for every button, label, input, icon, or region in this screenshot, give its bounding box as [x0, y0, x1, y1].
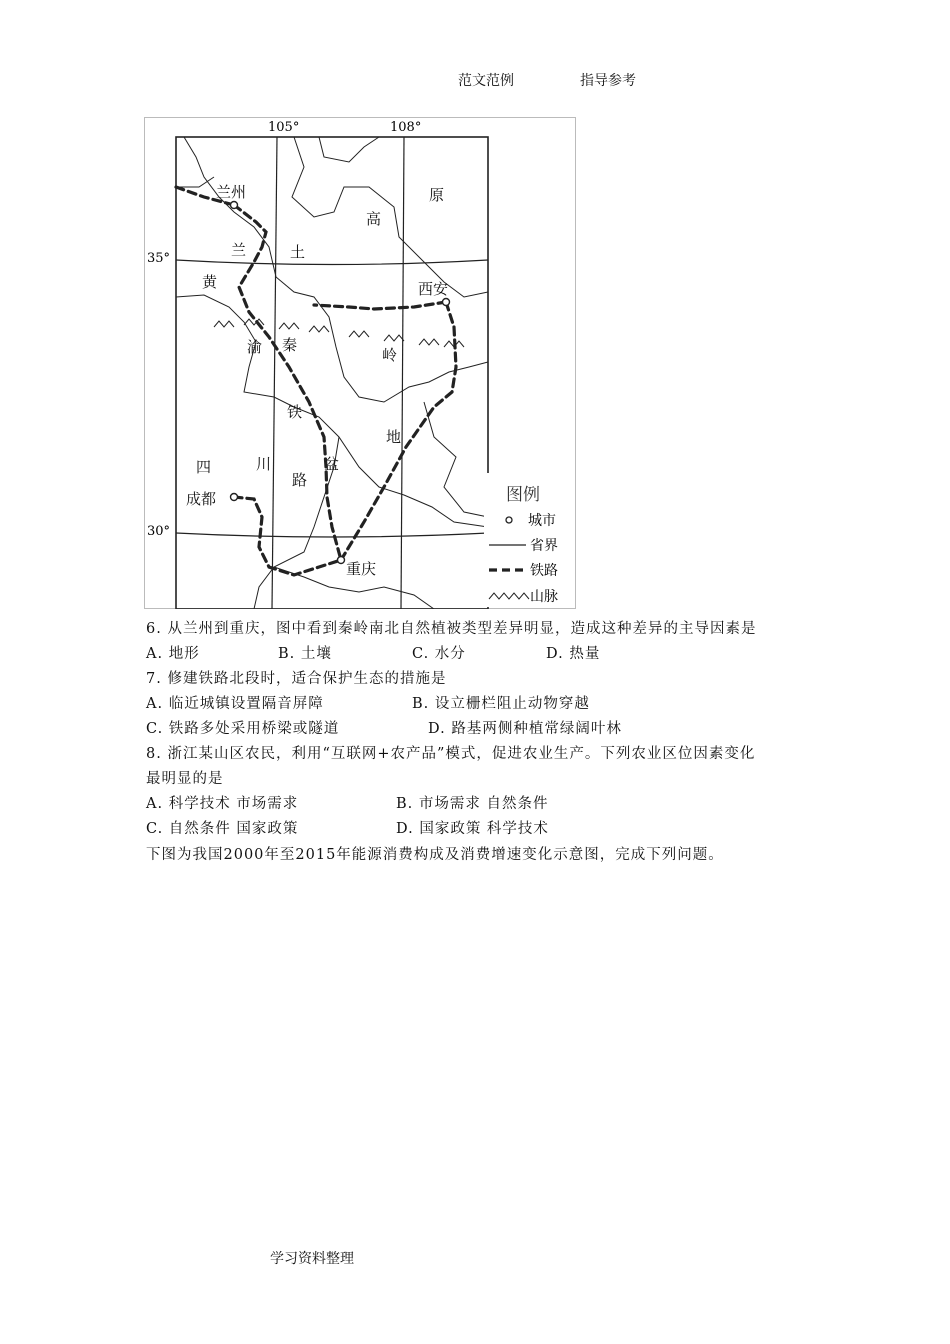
q8-option-d: D. 国家政策 科学技术	[396, 821, 549, 837]
header-right: 指导参考	[580, 73, 636, 89]
region-char-di: 地	[386, 428, 402, 446]
q7-option-d: D. 路基两侧种植常绿阔叶林	[428, 721, 622, 737]
city-marker-lanzhou	[231, 202, 238, 209]
header-left: 范文范例	[458, 73, 514, 89]
q8-option-b: B. 市场需求 自然条件	[396, 796, 549, 812]
city-label-chongqing: 重庆	[346, 560, 377, 578]
lat-label-30: 30°	[147, 524, 171, 539]
city-marker-xian	[443, 299, 450, 306]
q7-stem: 7. 修建铁路北段时，适合保护生态的措施是	[146, 671, 447, 687]
q6-option-c: C. 水分	[412, 646, 466, 662]
q6-option-d: D. 热量	[546, 646, 601, 662]
region-char-chuan: 川	[256, 455, 272, 473]
legend-railway: 铁路	[530, 563, 558, 579]
city-label-chengdu: 成都	[186, 490, 217, 508]
q8-stem-line2: 最明显的是	[146, 771, 224, 787]
legend-city-symbol	[506, 517, 512, 523]
legend-title: 图例	[506, 485, 540, 505]
region-char-lan: 兰	[231, 241, 247, 259]
region-char-tie: 铁	[287, 403, 303, 421]
region-char-yu: 渝	[247, 338, 263, 356]
region-char-huang: 黄	[202, 273, 218, 291]
railway-map	[144, 117, 576, 609]
footer-text: 学习资料整理	[270, 1251, 354, 1267]
legend-city: 城市	[528, 513, 556, 529]
city-marker-chongqing	[338, 557, 345, 564]
region-char-si: 四	[196, 458, 212, 476]
q8-option-a: A. 科学技术 市场需求	[146, 796, 299, 812]
lon-label-105: 105°	[268, 120, 300, 135]
q8-option-c: C. 自然条件 国家政策	[146, 821, 299, 837]
section-intro: 下图为我国2000年至2015年能源消费构成及消费增速变化示意图，完成下列问题。	[146, 847, 724, 863]
region-char-gao: 高	[366, 210, 382, 228]
q6-option-b: B. 土壤	[278, 646, 332, 662]
q7-option-a: A. 临近城镇设置隔音屏障	[146, 696, 324, 712]
region-char-pen: 盆	[324, 455, 340, 473]
region-char-tu: 土	[290, 243, 306, 261]
legend-mountain: 山脉	[530, 589, 558, 605]
lat-label-35: 35°	[147, 251, 171, 266]
map-legend	[484, 473, 574, 607]
lon-label-108: 108°	[390, 120, 422, 135]
region-char-qin: 秦	[282, 336, 298, 354]
city-marker-chengdu	[231, 494, 238, 501]
city-label-lanzhou: 兰州	[216, 183, 247, 201]
legend-boundary: 省界	[530, 538, 558, 554]
q6-stem: 6. 从兰州到重庆，图中看到秦岭南北自然植被类型差异明显，造成这种差异的主导因素是	[146, 621, 757, 637]
q7-option-b: B. 设立栅栏阻止动物穿越	[412, 696, 590, 712]
region-char-yuan: 原	[429, 186, 445, 204]
region-char-ling: 岭	[382, 346, 398, 364]
q6-option-a: A. 地形	[146, 646, 200, 662]
q7-option-c: C. 铁路多处采用桥梁或隧道	[146, 721, 340, 737]
region-char-lu: 路	[292, 471, 308, 489]
city-label-xian: 西安	[418, 280, 449, 298]
q8-stem-line1: 8. 浙江某山区农民，利用“互联网+农产品”模式，促进农业生产。下列农业区位因素变化	[146, 746, 756, 762]
